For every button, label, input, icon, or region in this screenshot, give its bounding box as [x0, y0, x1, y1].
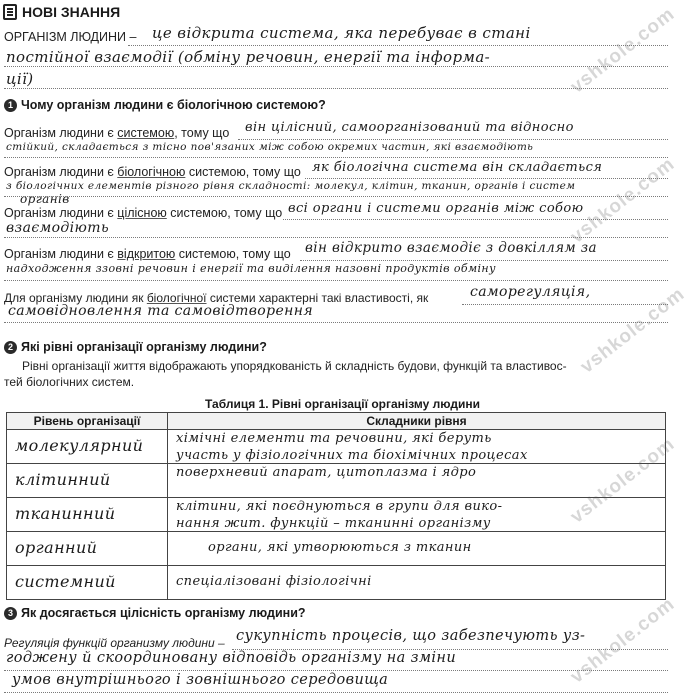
level-name: органний [15, 538, 98, 557]
table-row [7, 566, 666, 600]
section-title: НОВІ ЗНАННЯ [22, 4, 121, 20]
level-name: клітинний [15, 470, 111, 489]
question-number-badge: 1 [4, 99, 17, 112]
prompt-line: Організм людини є системою, тому що [4, 126, 230, 140]
handwritten-answer: як біологічна система він складається [312, 160, 603, 175]
question-heading: Як досягається цілісність організму людини? [21, 606, 306, 620]
handwritten-answer: самовідновлення та самовідтворення [8, 303, 314, 319]
table-header: Складники рівня [168, 413, 666, 430]
handwritten-answer: це відкрита система, яка перебуває в стані [152, 24, 531, 42]
book-icon [3, 4, 17, 20]
handwritten-answer: взаємодіють [6, 220, 109, 236]
handwritten-answer: надходження ззовні речовин і енергії та виділення назовні продуктів обміну [6, 262, 496, 275]
definition-label: ОРГАНІЗМ ЛЮДИНИ – [4, 30, 137, 44]
watermark: vshkole.com [576, 283, 689, 378]
handwritten-answer: він відкрито взаємодіє з довкіллям за [305, 240, 597, 256]
watermark: vshkole.com [566, 153, 679, 248]
level-components: поверхневий апарат, цитоплазма і ядро [176, 465, 477, 480]
table-header: Рівень організації [7, 413, 168, 430]
handwritten-answer: стійкий, складається з тісно пов'язаних між собою окремих частин, які взаємодіють [6, 141, 534, 153]
levels-table [6, 412, 666, 600]
handwritten-answer: умов внутрішнього і зовнішнього середовища [12, 672, 389, 688]
handwritten-answer: годжену й скоординовану відповідь організму на зміни [6, 650, 457, 666]
question-heading: Які рівні організації організму людини? [21, 340, 267, 354]
prompt-line: Регуляція функцій организму людини – [4, 636, 225, 650]
handwritten-answer: він цілісний, самоорганізований та відносно [245, 120, 574, 135]
table-row [7, 430, 666, 464]
handwritten-answer: органів [20, 192, 70, 206]
handwritten-answer: з біологічних елементів різного рівня складності: молекул, клітин, тканин, органів і систем [6, 180, 576, 192]
level-components: нання жит. функцій – тканинні організму [176, 516, 491, 531]
section-header [0, 0, 140, 24]
prompt-line: Організм людини є біологічною системою, тому що [4, 165, 301, 179]
prompt-line: Організм людини є відкритою системою, тому що [4, 247, 291, 261]
level-name: тканинний [15, 504, 116, 523]
table-row [7, 464, 666, 498]
level-name: системний [15, 572, 116, 591]
question-number-badge: 3 [4, 607, 17, 620]
handwritten-answer: всі органи і системи органів між собою [288, 201, 584, 216]
intro-text: Рівні організації життя відображають упорядкованість й складність будови, функцій та властивос- [22, 359, 567, 373]
prompt-line: Організм людини є цілісною системою, тому що [4, 206, 283, 220]
handwritten-answer: саморегуляція, [470, 284, 591, 300]
watermark: vshkole.com [566, 593, 679, 688]
watermark: vshkole.com [566, 433, 679, 528]
level-components: хімічні елементи та речовини, які беруть [176, 431, 492, 446]
handwritten-answer: постійної взаємодії (обміну речовин, енергії та інформа- [6, 48, 491, 66]
level-components: спеціалізовані фізіологічні [176, 574, 372, 589]
table-caption: Таблиця 1. Рівні організації організму людини [205, 397, 480, 411]
level-components: участь у фізіологічних та біохімічних процесах [176, 448, 528, 463]
level-components: органи, які утворюються з тканин [208, 540, 472, 555]
prompt-line: Для організму людини як біологічної системи характерні такі властивості, як [4, 291, 429, 305]
level-components: клітини, які поєднуються в групи для вико- [176, 499, 503, 514]
table-row [7, 532, 666, 566]
handwritten-answer: ції) [6, 70, 34, 88]
watermark: vshkole.com [566, 3, 679, 98]
intro-text: тей біологічних систем. [4, 375, 135, 389]
question-heading: Чому організм людини є біологічною системою? [21, 98, 326, 112]
level-name: молекулярний [15, 436, 144, 455]
table-row [7, 498, 666, 532]
handwritten-answer: сукупність процесів, що забезпечують уз- [236, 628, 586, 644]
question-number-badge: 2 [4, 341, 17, 354]
